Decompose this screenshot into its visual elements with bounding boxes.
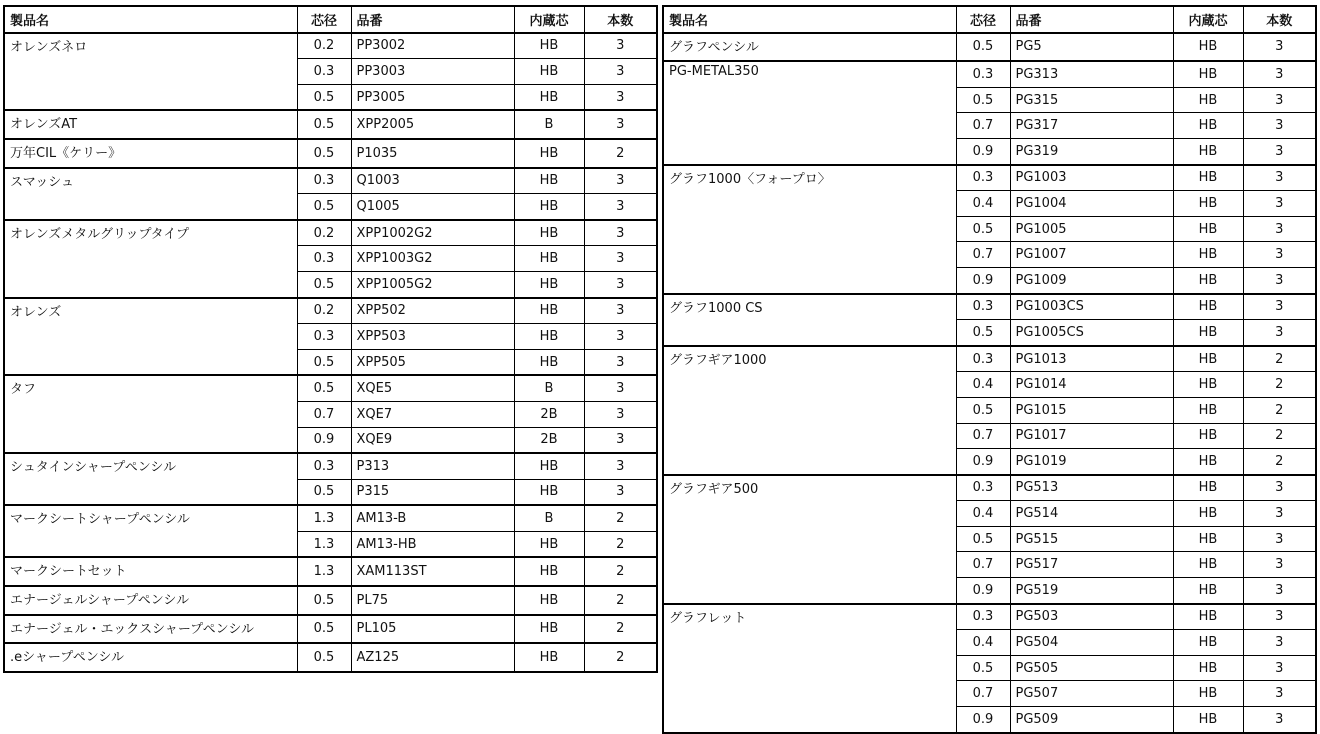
header-row bbox=[4, 6, 657, 33]
count-cell: 3 bbox=[1243, 61, 1316, 87]
lead-size-cell: 0.5 bbox=[956, 397, 1010, 423]
part-number-cell: PG1009 bbox=[1010, 267, 1173, 293]
part-number-cell: P315 bbox=[351, 479, 514, 505]
part-number-cell: PG1017 bbox=[1010, 423, 1173, 449]
lead-size-cell: 0.3 bbox=[956, 475, 1010, 501]
lead-size-cell: 0.5 bbox=[956, 526, 1010, 552]
header-builtin-lead: 内蔵芯 bbox=[514, 6, 584, 33]
part-number-cell: PG517 bbox=[1010, 552, 1173, 578]
lead-size-cell: 0.3 bbox=[956, 604, 1010, 630]
lead-size-cell: 0.3 bbox=[297, 324, 351, 350]
builtin-lead-cell: HB bbox=[1173, 138, 1243, 164]
part-number-cell: PG317 bbox=[1010, 113, 1173, 139]
table-row bbox=[4, 615, 657, 644]
builtin-lead-cell: HB bbox=[1173, 707, 1243, 733]
builtin-lead-cell: HB bbox=[1173, 552, 1243, 578]
part-number-cell: PG1015 bbox=[1010, 397, 1173, 423]
table-row bbox=[663, 33, 1316, 62]
part-number-cell: XPP503 bbox=[351, 324, 514, 350]
part-number-cell: PG505 bbox=[1010, 655, 1173, 681]
product-name-cell: オレンズAT bbox=[4, 110, 297, 139]
count-cell: 3 bbox=[1243, 320, 1316, 346]
count-cell: 3 bbox=[1243, 242, 1316, 268]
table-row bbox=[663, 475, 1316, 501]
product-name-cell: オレンズメタルグリップタイプ bbox=[4, 220, 297, 298]
part-number-cell: PG513 bbox=[1010, 475, 1173, 501]
count-cell: 3 bbox=[584, 59, 657, 85]
part-number-cell: PG507 bbox=[1010, 681, 1173, 707]
table-row bbox=[663, 346, 1316, 372]
product-name-cell: 万年CIL《ケリー》 bbox=[4, 139, 297, 168]
lead-size-cell: 0.5 bbox=[297, 139, 351, 168]
builtin-lead-cell: HB bbox=[1173, 216, 1243, 242]
header-product-name: 製品名 bbox=[4, 6, 297, 33]
lead-size-cell: 0.5 bbox=[297, 586, 351, 615]
builtin-lead-cell: HB bbox=[514, 531, 584, 557]
builtin-lead-cell: HB bbox=[1173, 320, 1243, 346]
table-row bbox=[4, 505, 657, 531]
count-cell: 3 bbox=[584, 246, 657, 272]
lead-size-cell: 0.7 bbox=[297, 401, 351, 427]
lead-size-cell: 0.5 bbox=[297, 194, 351, 220]
count-cell: 3 bbox=[584, 453, 657, 479]
product-name-cell: エナージェル・エックスシャープペンシル bbox=[4, 615, 297, 644]
table-row bbox=[4, 586, 657, 615]
product-name-cell: エナージェルシャープペンシル bbox=[4, 586, 297, 615]
table-row bbox=[4, 110, 657, 139]
product-name-cell: グラフ1000〈フォープロ〉 bbox=[663, 165, 956, 294]
product-name-cell: スマッシュ bbox=[4, 168, 297, 220]
count-cell: 2 bbox=[584, 139, 657, 168]
part-number-cell: XAM113ST bbox=[351, 557, 514, 586]
lead-size-cell: 0.2 bbox=[297, 33, 351, 59]
table-row bbox=[4, 643, 657, 672]
builtin-lead-cell: HB bbox=[514, 139, 584, 168]
part-number-cell: PG1019 bbox=[1010, 449, 1173, 475]
count-cell: 3 bbox=[584, 84, 657, 110]
builtin-lead-cell: HB bbox=[1173, 294, 1243, 320]
lead-size-cell: 0.3 bbox=[956, 294, 1010, 320]
count-cell: 3 bbox=[1243, 475, 1316, 501]
count-cell: 3 bbox=[1243, 33, 1316, 62]
builtin-lead-cell: HB bbox=[514, 586, 584, 615]
builtin-lead-cell: HB bbox=[514, 453, 584, 479]
product-name-cell: タフ bbox=[4, 375, 297, 453]
product-name-cell: グラフ1000 CS bbox=[663, 294, 956, 346]
count-cell: 3 bbox=[584, 220, 657, 246]
count-cell: 3 bbox=[1243, 681, 1316, 707]
builtin-lead-cell: HB bbox=[1173, 346, 1243, 372]
part-number-cell: PG1013 bbox=[1010, 346, 1173, 372]
builtin-lead-cell: HB bbox=[514, 479, 584, 505]
part-number-cell: XQE5 bbox=[351, 375, 514, 401]
lead-size-cell: 0.5 bbox=[297, 375, 351, 401]
count-cell: 3 bbox=[1243, 165, 1316, 191]
table-row bbox=[4, 220, 657, 246]
part-number-cell: PG313 bbox=[1010, 61, 1173, 87]
header-row bbox=[663, 6, 1316, 33]
part-number-cell: PG1003 bbox=[1010, 165, 1173, 191]
count-cell: 3 bbox=[584, 375, 657, 401]
builtin-lead-cell: HB bbox=[514, 194, 584, 220]
count-cell: 3 bbox=[1243, 552, 1316, 578]
lead-size-cell: 0.9 bbox=[956, 138, 1010, 164]
builtin-lead-cell: HB bbox=[1173, 604, 1243, 630]
product-name-cell: オレンズネロ bbox=[4, 33, 297, 111]
count-cell: 3 bbox=[584, 271, 657, 297]
count-cell: 3 bbox=[1243, 604, 1316, 630]
lead-size-cell: 0.5 bbox=[297, 110, 351, 139]
part-number-cell: PG1005CS bbox=[1010, 320, 1173, 346]
table-row bbox=[663, 604, 1316, 630]
lead-size-cell: 0.5 bbox=[956, 216, 1010, 242]
builtin-lead-cell: HB bbox=[514, 324, 584, 350]
part-number-cell: AM13-B bbox=[351, 505, 514, 531]
builtin-lead-cell: HB bbox=[514, 59, 584, 85]
count-cell: 3 bbox=[1243, 216, 1316, 242]
table-row bbox=[663, 294, 1316, 320]
builtin-lead-cell: B bbox=[514, 505, 584, 531]
part-number-cell: PG519 bbox=[1010, 578, 1173, 604]
count-cell: 3 bbox=[584, 33, 657, 59]
right-product-table bbox=[662, 5, 1317, 734]
part-number-cell: PG1004 bbox=[1010, 191, 1173, 217]
count-cell: 3 bbox=[1243, 294, 1316, 320]
lead-size-cell: 0.7 bbox=[956, 113, 1010, 139]
count-cell: 2 bbox=[584, 531, 657, 557]
builtin-lead-cell: HB bbox=[1173, 397, 1243, 423]
count-cell: 3 bbox=[584, 324, 657, 350]
count-cell: 2 bbox=[1243, 423, 1316, 449]
builtin-lead-cell: HB bbox=[514, 33, 584, 59]
builtin-lead-cell: HB bbox=[514, 246, 584, 272]
builtin-lead-cell: HB bbox=[1173, 242, 1243, 268]
table-row bbox=[4, 375, 657, 401]
lead-size-cell: 0.7 bbox=[956, 242, 1010, 268]
part-number-cell: PP3003 bbox=[351, 59, 514, 85]
count-cell: 2 bbox=[584, 557, 657, 586]
part-number-cell: XPP1005G2 bbox=[351, 271, 514, 297]
lead-size-cell: 0.7 bbox=[956, 423, 1010, 449]
header-builtin-lead: 内蔵芯 bbox=[1173, 6, 1243, 33]
count-cell: 3 bbox=[584, 194, 657, 220]
builtin-lead-cell: HB bbox=[1173, 501, 1243, 527]
builtin-lead-cell: HB bbox=[1173, 475, 1243, 501]
part-number-cell: AZ125 bbox=[351, 643, 514, 672]
lead-size-cell: 0.3 bbox=[297, 168, 351, 194]
count-cell: 2 bbox=[1243, 372, 1316, 398]
part-number-cell: PG1003CS bbox=[1010, 294, 1173, 320]
lead-size-cell: 0.5 bbox=[297, 349, 351, 375]
part-number-cell: AM13-HB bbox=[351, 531, 514, 557]
lead-size-cell: 0.3 bbox=[297, 453, 351, 479]
lead-size-cell: 0.4 bbox=[956, 630, 1010, 656]
lead-size-cell: 0.5 bbox=[297, 271, 351, 297]
builtin-lead-cell: HB bbox=[1173, 165, 1243, 191]
count-cell: 2 bbox=[584, 643, 657, 672]
count-cell: 2 bbox=[1243, 449, 1316, 475]
table-row bbox=[4, 33, 657, 59]
lead-size-cell: 0.3 bbox=[297, 59, 351, 85]
builtin-lead-cell: B bbox=[514, 375, 584, 401]
lead-size-cell: 0.2 bbox=[297, 298, 351, 324]
count-cell: 3 bbox=[584, 401, 657, 427]
lead-size-cell: 0.9 bbox=[297, 427, 351, 453]
product-name-cell: .eシャープペンシル bbox=[4, 643, 297, 672]
product-name-cell: マークシートシャープペンシル bbox=[4, 505, 297, 557]
part-number-cell: PG315 bbox=[1010, 87, 1173, 113]
header-lead-size: 芯径 bbox=[297, 6, 351, 33]
lead-size-cell: 0.5 bbox=[297, 643, 351, 672]
builtin-lead-cell: HB bbox=[514, 84, 584, 110]
part-number-cell: PG1007 bbox=[1010, 242, 1173, 268]
builtin-lead-cell: HB bbox=[1173, 191, 1243, 217]
builtin-lead-cell: HB bbox=[1173, 681, 1243, 707]
builtin-lead-cell: HB bbox=[514, 271, 584, 297]
builtin-lead-cell: HB bbox=[1173, 113, 1243, 139]
builtin-lead-cell: HB bbox=[514, 168, 584, 194]
part-number-cell: PG503 bbox=[1010, 604, 1173, 630]
lead-size-cell: 0.9 bbox=[956, 267, 1010, 293]
count-cell: 3 bbox=[584, 427, 657, 453]
count-cell: 3 bbox=[584, 349, 657, 375]
lead-size-cell: 1.3 bbox=[297, 505, 351, 531]
builtin-lead-cell: HB bbox=[514, 615, 584, 644]
lead-size-cell: 1.3 bbox=[297, 557, 351, 586]
count-cell: 2 bbox=[584, 615, 657, 644]
builtin-lead-cell: 2B bbox=[514, 401, 584, 427]
part-number-cell: XPP1002G2 bbox=[351, 220, 514, 246]
part-number-cell: PG319 bbox=[1010, 138, 1173, 164]
table-row bbox=[663, 61, 1316, 87]
lead-size-cell: 1.3 bbox=[297, 531, 351, 557]
part-number-cell: XPP502 bbox=[351, 298, 514, 324]
builtin-lead-cell: HB bbox=[1173, 33, 1243, 62]
count-cell: 2 bbox=[584, 505, 657, 531]
lead-size-cell: 0.9 bbox=[956, 707, 1010, 733]
count-cell: 3 bbox=[584, 168, 657, 194]
builtin-lead-cell: HB bbox=[1173, 449, 1243, 475]
product-name-cell: マークシートセット bbox=[4, 557, 297, 586]
count-cell: 2 bbox=[584, 586, 657, 615]
builtin-lead-cell: 2B bbox=[514, 427, 584, 453]
part-number-cell: XPP505 bbox=[351, 349, 514, 375]
header-part-number: 品番 bbox=[1010, 6, 1173, 33]
part-number-cell: PG1014 bbox=[1010, 372, 1173, 398]
builtin-lead-cell: HB bbox=[514, 298, 584, 324]
builtin-lead-cell: HB bbox=[1173, 526, 1243, 552]
lead-size-cell: 0.5 bbox=[297, 615, 351, 644]
lead-size-cell: 0.4 bbox=[956, 191, 1010, 217]
part-number-cell: XPP1003G2 bbox=[351, 246, 514, 272]
header-part-number: 品番 bbox=[351, 6, 514, 33]
builtin-lead-cell: HB bbox=[514, 557, 584, 586]
product-name-cell: グラフギア1000 bbox=[663, 346, 956, 475]
builtin-lead-cell: HB bbox=[1173, 61, 1243, 87]
count-cell: 3 bbox=[584, 110, 657, 139]
count-cell: 3 bbox=[1243, 526, 1316, 552]
table-row bbox=[4, 139, 657, 168]
header-count: 本数 bbox=[1243, 6, 1316, 33]
count-cell: 3 bbox=[1243, 113, 1316, 139]
count-cell: 3 bbox=[1243, 578, 1316, 604]
lead-size-cell: 0.7 bbox=[956, 552, 1010, 578]
product-name-cell: PG-METAL350 bbox=[663, 61, 956, 164]
part-number-cell: P313 bbox=[351, 453, 514, 479]
part-number-cell: XQE7 bbox=[351, 401, 514, 427]
count-cell: 3 bbox=[1243, 707, 1316, 733]
builtin-lead-cell: HB bbox=[1173, 372, 1243, 398]
product-name-cell: グラフギア500 bbox=[663, 475, 956, 604]
lead-size-cell: 0.7 bbox=[956, 681, 1010, 707]
count-cell: 3 bbox=[584, 479, 657, 505]
product-name-cell: グラフペンシル bbox=[663, 33, 956, 62]
count-cell: 3 bbox=[1243, 501, 1316, 527]
count-cell: 3 bbox=[1243, 267, 1316, 293]
product-name-cell: シュタインシャープペンシル bbox=[4, 453, 297, 505]
lead-size-cell: 0.9 bbox=[956, 449, 1010, 475]
product-name-cell: グラフレット bbox=[663, 604, 956, 733]
part-number-cell: Q1005 bbox=[351, 194, 514, 220]
part-number-cell: PG509 bbox=[1010, 707, 1173, 733]
builtin-lead-cell: HB bbox=[1173, 630, 1243, 656]
lead-size-cell: 0.2 bbox=[297, 220, 351, 246]
lead-size-cell: 0.3 bbox=[956, 346, 1010, 372]
count-cell: 2 bbox=[1243, 397, 1316, 423]
builtin-lead-cell: HB bbox=[1173, 87, 1243, 113]
part-number-cell: PL105 bbox=[351, 615, 514, 644]
header-count: 本数 bbox=[584, 6, 657, 33]
lead-size-cell: 0.5 bbox=[956, 320, 1010, 346]
count-cell: 3 bbox=[1243, 87, 1316, 113]
count-cell: 3 bbox=[1243, 191, 1316, 217]
lead-size-cell: 0.3 bbox=[297, 246, 351, 272]
count-cell: 3 bbox=[1243, 630, 1316, 656]
count-cell: 2 bbox=[1243, 346, 1316, 372]
lead-size-cell: 0.9 bbox=[956, 578, 1010, 604]
builtin-lead-cell: HB bbox=[514, 643, 584, 672]
part-number-cell: PP3005 bbox=[351, 84, 514, 110]
lead-size-cell: 0.5 bbox=[956, 87, 1010, 113]
part-number-cell: PG514 bbox=[1010, 501, 1173, 527]
count-cell: 3 bbox=[584, 298, 657, 324]
lead-size-cell: 0.5 bbox=[956, 655, 1010, 681]
left-product-table bbox=[3, 5, 658, 673]
builtin-lead-cell: HB bbox=[1173, 267, 1243, 293]
lead-size-cell: 0.5 bbox=[297, 479, 351, 505]
part-number-cell: PG5 bbox=[1010, 33, 1173, 62]
builtin-lead-cell: HB bbox=[1173, 578, 1243, 604]
part-number-cell: PL75 bbox=[351, 586, 514, 615]
part-number-cell: P1035 bbox=[351, 139, 514, 168]
part-number-cell: Q1003 bbox=[351, 168, 514, 194]
header-lead-size: 芯径 bbox=[956, 6, 1010, 33]
part-number-cell: PG1005 bbox=[1010, 216, 1173, 242]
part-number-cell: XQE9 bbox=[351, 427, 514, 453]
part-number-cell: PG504 bbox=[1010, 630, 1173, 656]
lead-size-cell: 0.4 bbox=[956, 372, 1010, 398]
lead-size-cell: 0.5 bbox=[956, 33, 1010, 62]
part-number-cell: XPP2005 bbox=[351, 110, 514, 139]
lead-size-cell: 0.4 bbox=[956, 501, 1010, 527]
table-row bbox=[4, 168, 657, 194]
table-row bbox=[4, 557, 657, 586]
lead-size-cell: 0.5 bbox=[297, 84, 351, 110]
builtin-lead-cell: HB bbox=[1173, 423, 1243, 449]
builtin-lead-cell: HB bbox=[514, 220, 584, 246]
part-number-cell: PG515 bbox=[1010, 526, 1173, 552]
count-cell: 3 bbox=[1243, 655, 1316, 681]
builtin-lead-cell: B bbox=[514, 110, 584, 139]
lead-size-cell: 0.3 bbox=[956, 61, 1010, 87]
builtin-lead-cell: HB bbox=[1173, 655, 1243, 681]
product-name-cell: オレンズ bbox=[4, 298, 297, 376]
part-number-cell: PP3002 bbox=[351, 33, 514, 59]
builtin-lead-cell: HB bbox=[514, 349, 584, 375]
count-cell: 3 bbox=[1243, 138, 1316, 164]
lead-size-cell: 0.3 bbox=[956, 165, 1010, 191]
table-row bbox=[4, 453, 657, 479]
table-row bbox=[4, 298, 657, 324]
header-product-name: 製品名 bbox=[663, 6, 956, 33]
table-row bbox=[663, 165, 1316, 191]
